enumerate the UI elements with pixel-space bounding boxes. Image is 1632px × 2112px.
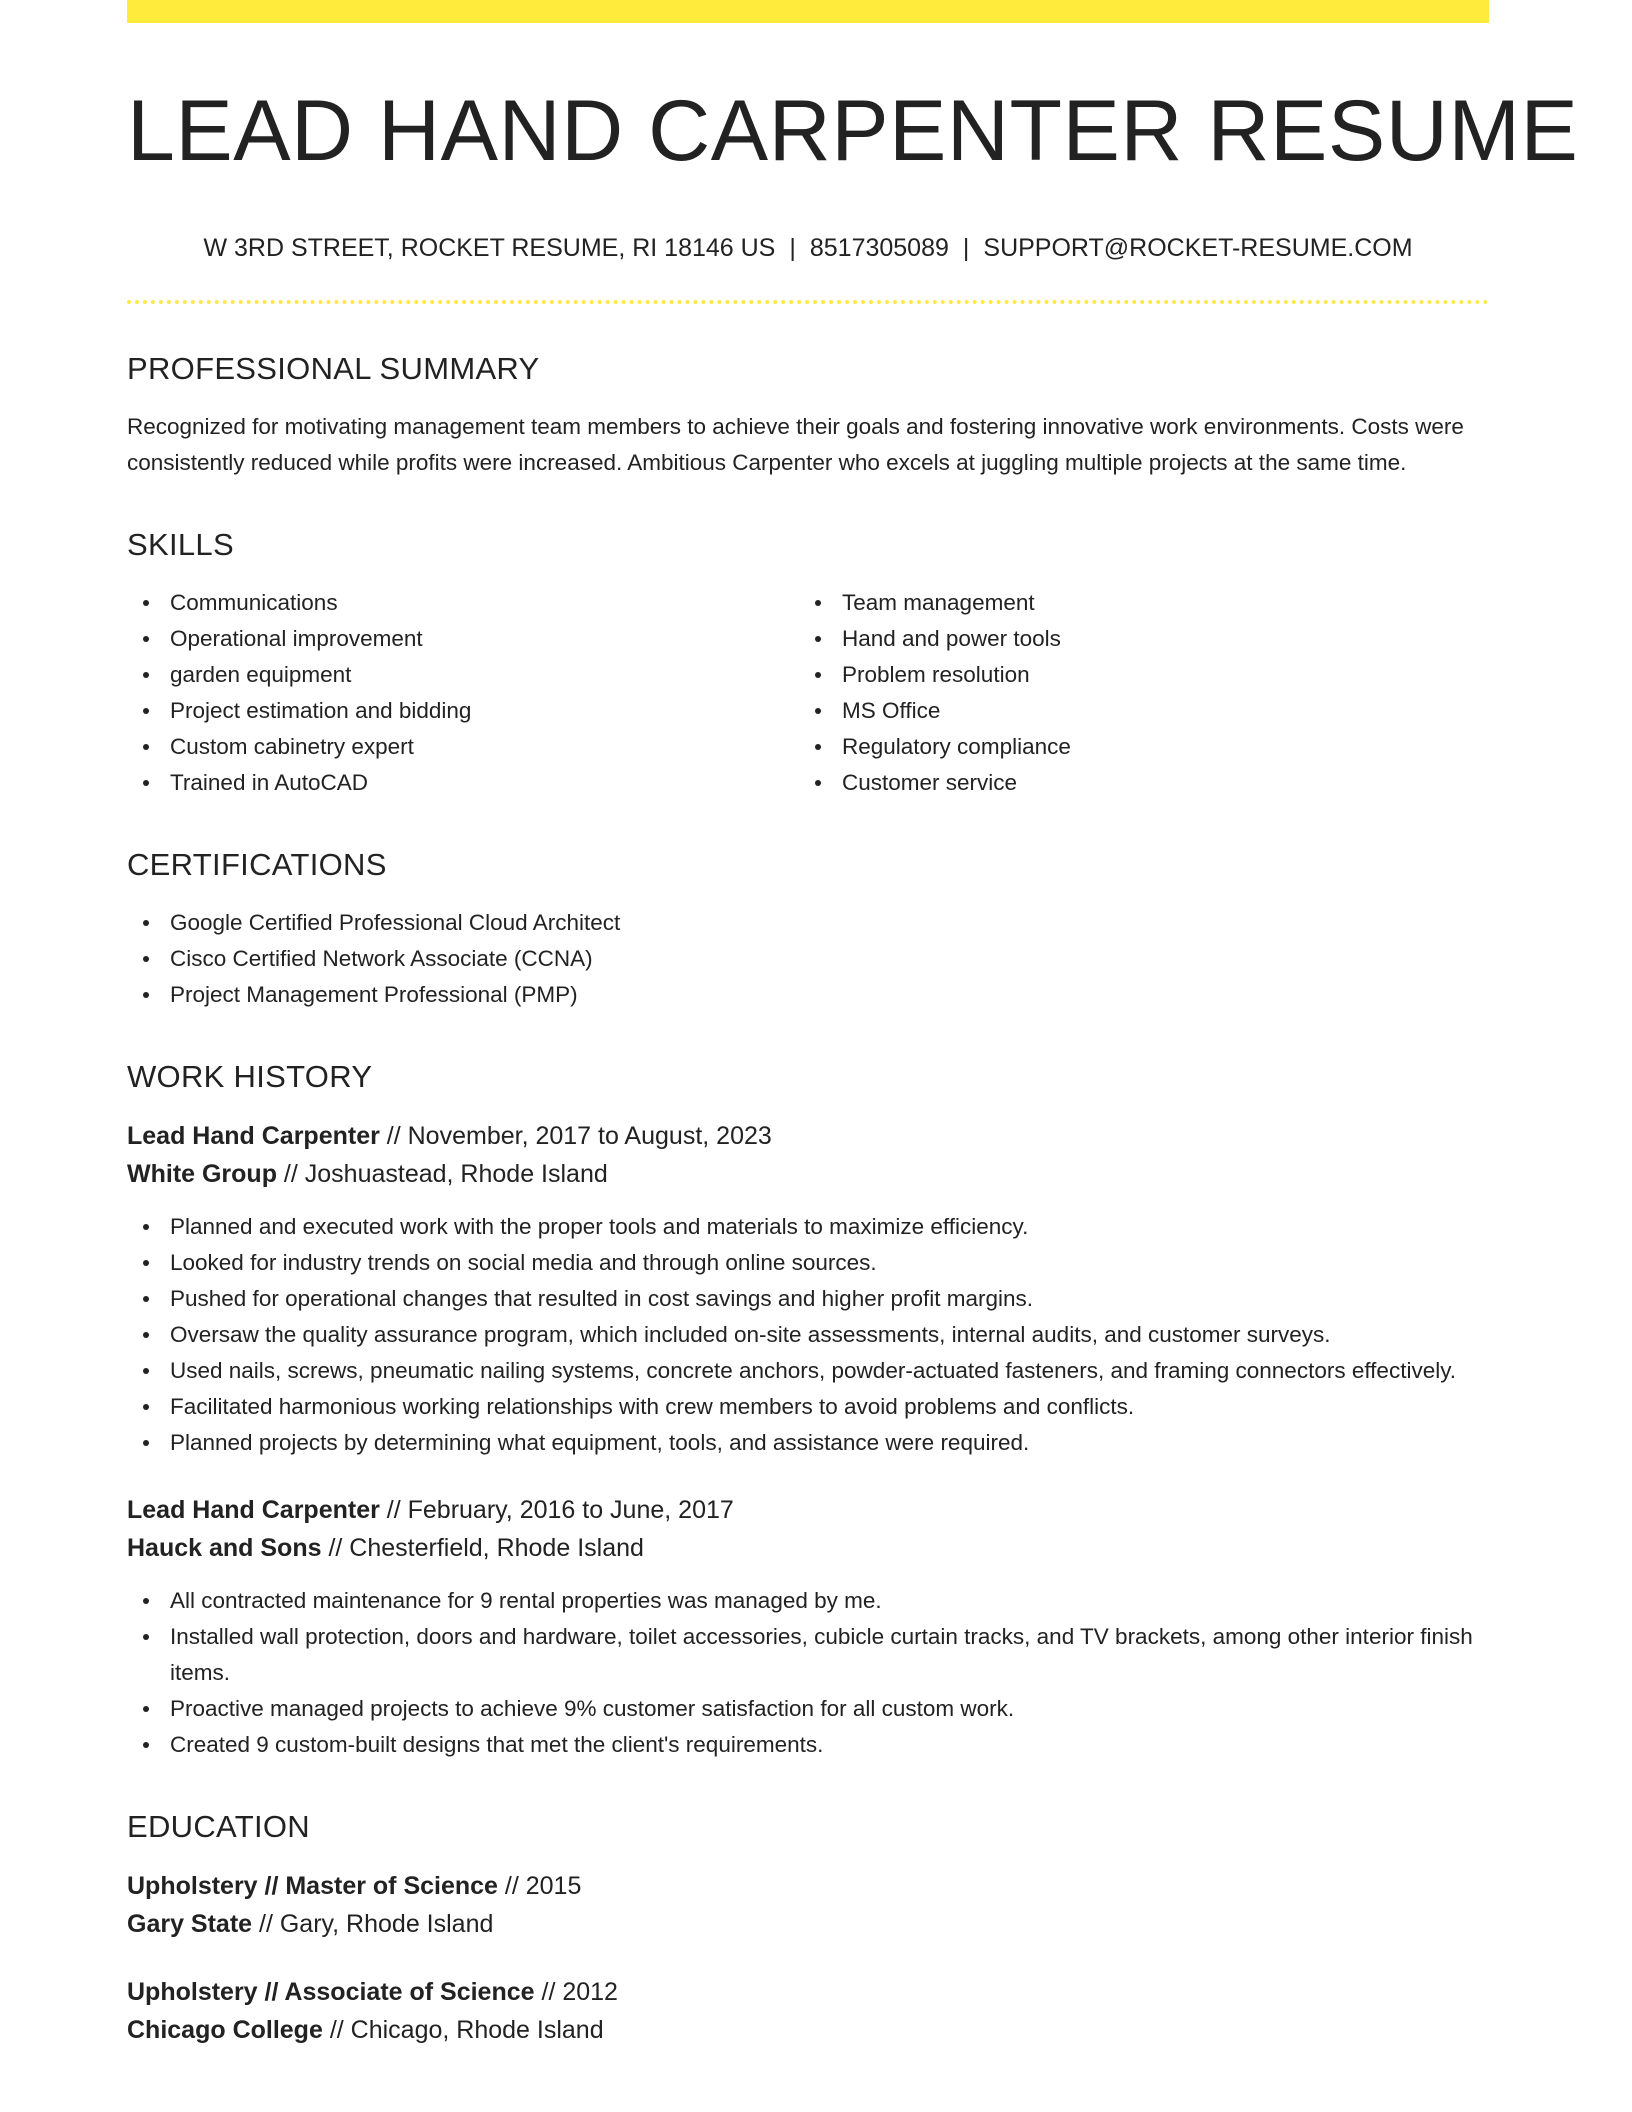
job-company: Hauck and Sons: [127, 1534, 322, 1562]
education-year: // 2015: [497, 1872, 582, 1900]
certification-item: Cisco Certified Network Associate (CCNA): [127, 941, 1489, 977]
job-bullet: All contracted maintenance for 9 rental properties was managed by me.: [127, 1583, 1489, 1619]
skill-item: Operational improvement: [127, 621, 799, 657]
education-degree: Upholstery // Master of Science: [127, 1872, 498, 1900]
skills-column-left: [127, 585, 799, 801]
skill-item: Hand and power tools: [799, 621, 1471, 657]
contact-separator: |: [962, 234, 970, 262]
job-title-line: [127, 1491, 1489, 1529]
education-entry: [127, 1867, 1489, 1943]
certification-item: Google Certified Professional Cloud Architect: [127, 905, 1489, 941]
job-company-line: [127, 1155, 1489, 1193]
resume-content: [127, 0, 1579, 2049]
job-company-line: [127, 1529, 1489, 1567]
education-school-line: [127, 2011, 1489, 2049]
job-company: White Group: [127, 1160, 277, 1188]
dotted-divider: [127, 300, 1489, 304]
job-bullet: Planned projects by determining what equipment, tools, and assistance were required.: [127, 1425, 1489, 1461]
contact-address: W 3RD STREET, ROCKET RESUME, RI 18146 US: [203, 234, 776, 262]
job-bullet-list: [127, 1209, 1489, 1461]
education-heading: EDUCATION: [127, 1809, 310, 1844]
education-year: // 2012: [534, 1978, 618, 2006]
education-location: // Chicago, Rhode Island: [322, 2016, 604, 2044]
skill-item: Trained in AutoCAD: [127, 765, 799, 801]
skill-item: Communications: [127, 585, 799, 621]
certifications-heading: CERTIFICATIONS: [127, 847, 387, 882]
job-bullet: Oversaw the quality assurance program, which included on-site assessments, internal audits, and customer surveys.: [127, 1317, 1489, 1353]
job-bullet: Facilitated harmonious working relationships with crew members to avoid problems and conflicts.: [127, 1389, 1489, 1425]
job-dates: // November, 2017 to August, 2023: [379, 1122, 772, 1150]
contact-email: SUPPORT@ROCKET-RESUME.COM: [983, 234, 1413, 262]
contact-phone: 8517305089: [809, 234, 949, 262]
job-bullet: Proactive managed projects to achieve 9% customer satisfaction for all custom work.: [127, 1691, 1489, 1727]
skill-item: Custom cabinetry expert: [127, 729, 799, 765]
job-bullet-list: [127, 1583, 1489, 1763]
education-degree-line: [127, 1973, 1489, 2011]
education-school: Gary State: [127, 1910, 253, 1938]
certifications-list: [127, 905, 1489, 1013]
job-title: Lead Hand Carpenter: [127, 1496, 380, 1524]
skill-item: Project estimation and bidding: [127, 693, 799, 729]
education-school: Chicago College: [127, 2016, 323, 2044]
job-bullet: Planned and executed work with the proper tools and materials to maximize efficiency.: [127, 1209, 1489, 1245]
job-header: [127, 1117, 1489, 1193]
job-header: [127, 1491, 1489, 1567]
education-school-line: [127, 1905, 1489, 1943]
summary-text: Recognized for motivating management team members to achieve their goals and fostering innovative work environments. Costs were consistently reduced while profits were increased. Ambitious Carpenter who excels at juggling multiple projects at the same time.: [127, 414, 1464, 475]
skill-item: Regulatory compliance: [799, 729, 1471, 765]
work-history-heading: WORK HISTORY: [127, 1059, 373, 1094]
skill-item: garden equipment: [127, 657, 799, 693]
skill-item: Customer service: [799, 765, 1471, 801]
job-bullet: Created 9 custom-built designs that met the client's requirements.: [127, 1727, 1489, 1763]
education-entry: [127, 1973, 1489, 2049]
resume-title: LEAD HAND CARPENTER RESUME: [127, 83, 1579, 179]
summary-heading: PROFESSIONAL SUMMARY: [127, 351, 540, 386]
job-title: Lead Hand Carpenter: [127, 1122, 380, 1150]
education-location: // Gary, Rhode Island: [252, 1910, 494, 1938]
job-bullet: Pushed for operational changes that resulted in cost savings and higher profit margins.: [127, 1281, 1489, 1317]
education-degree: Upholstery // Associate of Science: [127, 1978, 535, 2006]
job-location: // Joshuastead, Rhode Island: [276, 1160, 608, 1188]
job-bullet: Installed wall protection, doors and hardware, toilet accessories, cubicle curtain tracks, and TV brackets, among other interior finish items.: [127, 1619, 1489, 1691]
education-degree-line: [127, 1867, 1489, 1905]
contact-line: [127, 232, 1489, 264]
certification-item: Project Management Professional (PMP): [127, 977, 1489, 1013]
skill-item: Problem resolution: [799, 657, 1471, 693]
skills-column-right: [799, 585, 1471, 801]
skill-item: Team management: [799, 585, 1471, 621]
skills-list: [127, 585, 1489, 801]
job-dates: // February, 2016 to June, 2017: [379, 1496, 734, 1524]
job-bullet: Used nails, screws, pneumatic nailing systems, concrete anchors, powder-actuated fasteners, and framing connectors effectively.: [127, 1353, 1489, 1389]
job-bullet: Looked for industry trends on social media and through online sources.: [127, 1245, 1489, 1281]
job-location: // Chesterfield, Rhode Island: [321, 1534, 644, 1562]
skill-item: MS Office: [799, 693, 1471, 729]
job-title-line: [127, 1117, 1489, 1155]
skills-heading: SKILLS: [127, 527, 234, 562]
contact-separator: |: [789, 234, 796, 262]
